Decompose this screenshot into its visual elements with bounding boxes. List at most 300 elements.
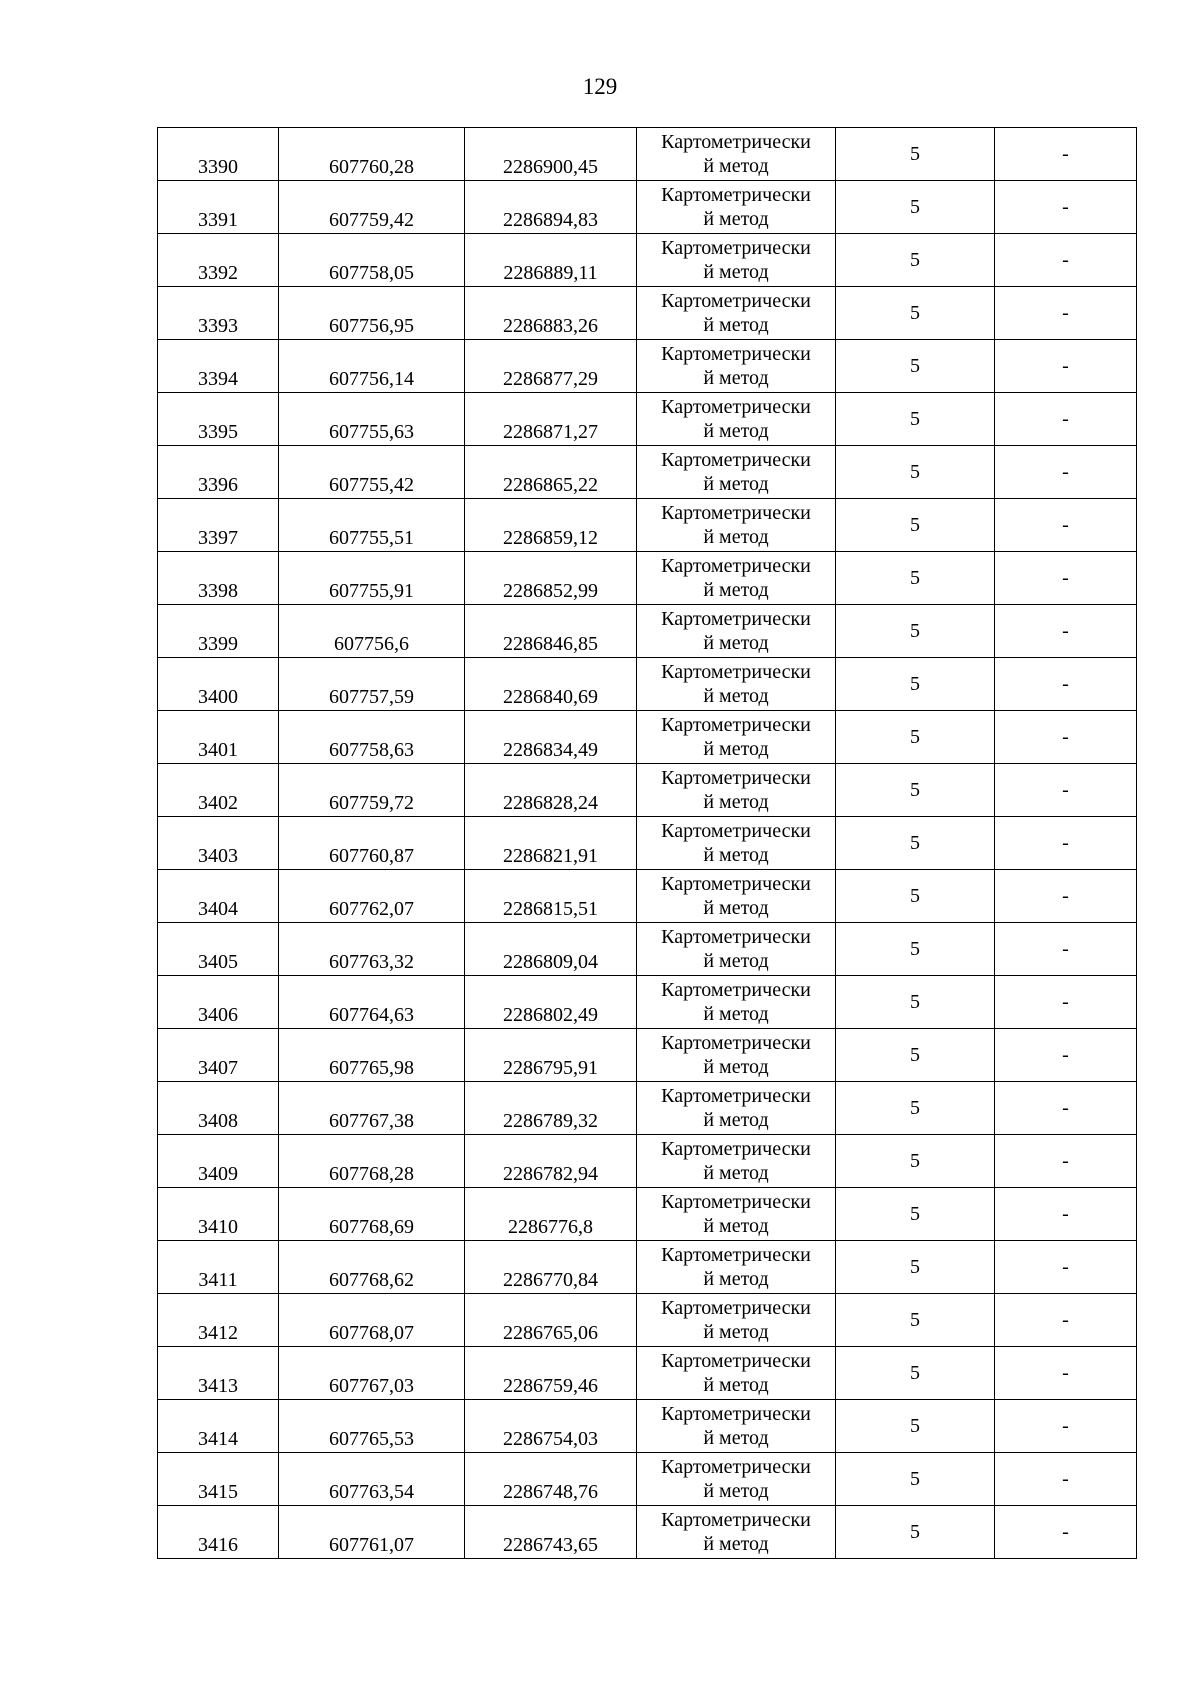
accuracy-cell <box>836 181 995 234</box>
x-coordinate-cell <box>279 1241 465 1294</box>
method-line-1: Картометрически <box>661 767 811 789</box>
method-line-1: Картометрически <box>661 979 811 1001</box>
accuracy-value: 5 <box>910 1521 920 1543</box>
note-cell <box>995 181 1137 234</box>
table-row <box>158 552 1137 605</box>
accuracy-value: 5 <box>910 1362 920 1384</box>
accuracy-cell <box>836 870 995 923</box>
x-coordinate: 607759,42 <box>329 209 414 231</box>
point-number-cell <box>158 1241 279 1294</box>
method-line-1: Картометрически <box>661 1297 811 1319</box>
note-value: - <box>1062 196 1069 218</box>
method-line-2: й метод <box>703 950 769 972</box>
table-body <box>158 128 1137 1559</box>
method-cell <box>637 1453 836 1506</box>
point-number: 3399 <box>198 633 238 655</box>
y-coordinate-cell <box>465 870 637 923</box>
point-number-cell <box>158 1029 279 1082</box>
point-number: 3406 <box>198 1004 238 1026</box>
y-coordinate: 2286834,49 <box>503 739 598 761</box>
point-number-cell <box>158 499 279 552</box>
method-cell <box>637 976 836 1029</box>
accuracy-cell <box>836 1082 995 1135</box>
note-cell <box>995 1506 1137 1559</box>
table-row <box>158 1347 1137 1400</box>
method-line-2: й метод <box>703 685 769 707</box>
method-cell <box>637 340 836 393</box>
point-number-cell <box>158 976 279 1029</box>
note-value: - <box>1062 1309 1069 1331</box>
y-coordinate: 2286789,32 <box>503 1110 598 1132</box>
method-cell <box>637 764 836 817</box>
y-coordinate: 2286770,84 <box>503 1269 598 1291</box>
accuracy-value: 5 <box>910 1309 920 1331</box>
note-cell <box>995 1029 1137 1082</box>
point-number-cell <box>158 128 279 181</box>
table-row <box>158 393 1137 446</box>
note-cell <box>995 658 1137 711</box>
x-coordinate: 607767,38 <box>329 1110 414 1132</box>
method-line-1: Картометрически <box>661 1085 811 1107</box>
method-line-1: Картометрически <box>661 661 811 683</box>
accuracy-cell <box>836 1453 995 1506</box>
method-line-2: й метод <box>703 208 769 230</box>
x-coordinate-cell <box>279 1188 465 1241</box>
accuracy-cell <box>836 446 995 499</box>
x-coordinate: 607763,32 <box>329 951 414 973</box>
y-coordinate: 2286877,29 <box>503 368 598 390</box>
accuracy-cell <box>836 711 995 764</box>
x-coordinate-cell <box>279 181 465 234</box>
y-coordinate: 2286782,94 <box>503 1163 598 1185</box>
y-coordinate: 2286828,24 <box>503 792 598 814</box>
note-cell <box>995 287 1137 340</box>
y-coordinate-cell <box>465 711 637 764</box>
y-coordinate-cell <box>465 817 637 870</box>
table-row <box>158 1029 1137 1082</box>
method-cell <box>637 393 836 446</box>
x-coordinate-cell <box>279 605 465 658</box>
point-number: 3403 <box>198 845 238 867</box>
point-number: 3390 <box>198 156 238 178</box>
y-coordinate-cell <box>465 1188 637 1241</box>
x-coordinate-cell <box>279 870 465 923</box>
method-line-2: й метод <box>703 1056 769 1078</box>
table-row <box>158 1400 1137 1453</box>
method-line-2: й метод <box>703 791 769 813</box>
x-coordinate-cell <box>279 234 465 287</box>
accuracy-cell <box>836 658 995 711</box>
method-line-1: Картометрически <box>661 1244 811 1266</box>
y-coordinate-cell <box>465 1400 637 1453</box>
point-number: 3408 <box>198 1110 238 1132</box>
method-line-1: Картометрически <box>661 502 811 524</box>
accuracy-cell <box>836 1188 995 1241</box>
method-line-1: Картометрически <box>661 1032 811 1054</box>
note-value: - <box>1062 143 1069 165</box>
method-line-1: Картометрически <box>661 1509 811 1531</box>
note-value: - <box>1062 1203 1069 1225</box>
method-line-1: Картометрически <box>661 608 811 630</box>
method-line-1: Картометрически <box>661 926 811 948</box>
method-line-1: Картометрически <box>661 290 811 312</box>
point-number-cell <box>158 923 279 976</box>
y-coordinate-cell <box>465 605 637 658</box>
accuracy-cell <box>836 340 995 393</box>
table-row <box>158 658 1137 711</box>
accuracy-cell <box>836 1400 995 1453</box>
x-coordinate: 607759,72 <box>329 792 414 814</box>
table-row <box>158 128 1137 181</box>
method-line-1: Картометрически <box>661 237 811 259</box>
accuracy-cell <box>836 817 995 870</box>
x-coordinate: 607768,07 <box>329 1322 414 1344</box>
x-coordinate: 607767,03 <box>329 1375 414 1397</box>
table-row <box>158 287 1137 340</box>
y-coordinate-cell <box>465 446 637 499</box>
method-line-2: й метод <box>703 1003 769 1025</box>
accuracy-value: 5 <box>910 302 920 324</box>
y-coordinate-cell <box>465 1029 637 1082</box>
table-row <box>158 1241 1137 1294</box>
point-number: 3413 <box>198 1375 238 1397</box>
note-cell <box>995 446 1137 499</box>
x-coordinate: 607756,14 <box>329 368 414 390</box>
x-coordinate-cell <box>279 499 465 552</box>
accuracy-value: 5 <box>910 1150 920 1172</box>
x-coordinate: 607761,07 <box>329 1534 414 1556</box>
x-coordinate: 607768,69 <box>329 1216 414 1238</box>
y-coordinate: 2286748,76 <box>503 1481 598 1503</box>
x-coordinate: 607768,62 <box>329 1269 414 1291</box>
method-line-1: Картометрически <box>661 1456 811 1478</box>
x-coordinate: 607758,05 <box>329 262 414 284</box>
point-number-cell <box>158 1453 279 1506</box>
y-coordinate-cell <box>465 1294 637 1347</box>
note-value: - <box>1062 1150 1069 1172</box>
x-coordinate-cell <box>279 1029 465 1082</box>
point-number: 3398 <box>198 580 238 602</box>
accuracy-value: 5 <box>910 1097 920 1119</box>
point-number-cell <box>158 446 279 499</box>
accuracy-value: 5 <box>910 779 920 801</box>
y-coordinate: 2286840,69 <box>503 686 598 708</box>
point-number: 3400 <box>198 686 238 708</box>
method-line-2: й метод <box>703 367 769 389</box>
x-coordinate-cell <box>279 764 465 817</box>
y-coordinate-cell <box>465 1082 637 1135</box>
note-cell <box>995 1188 1137 1241</box>
method-line-2: й метод <box>703 1427 769 1449</box>
point-number: 3391 <box>198 209 238 231</box>
y-coordinate-cell <box>465 1135 637 1188</box>
method-line-2: й метод <box>703 526 769 548</box>
method-line-1: Картометрически <box>661 184 811 206</box>
method-line-2: й метод <box>703 155 769 177</box>
note-value: - <box>1062 620 1069 642</box>
table-row <box>158 1188 1137 1241</box>
method-line-2: й метод <box>703 1374 769 1396</box>
accuracy-cell <box>836 128 995 181</box>
table-row <box>158 870 1137 923</box>
point-number: 3397 <box>198 527 238 549</box>
method-cell <box>637 923 836 976</box>
x-coordinate-cell <box>279 393 465 446</box>
accuracy-value: 5 <box>910 514 920 536</box>
method-line-2: й метод <box>703 632 769 654</box>
x-coordinate: 607755,91 <box>329 580 414 602</box>
x-coordinate-cell <box>279 658 465 711</box>
y-coordinate: 2286852,99 <box>503 580 598 602</box>
y-coordinate-cell <box>465 1347 637 1400</box>
note-value: - <box>1062 1415 1069 1437</box>
note-value: - <box>1062 779 1069 801</box>
note-value: - <box>1062 461 1069 483</box>
x-coordinate-cell <box>279 1082 465 1135</box>
table-row <box>158 1453 1137 1506</box>
accuracy-value: 5 <box>910 726 920 748</box>
point-number-cell <box>158 1135 279 1188</box>
point-number-cell <box>158 711 279 764</box>
method-cell <box>637 552 836 605</box>
point-number-cell <box>158 393 279 446</box>
accuracy-value: 5 <box>910 1256 920 1278</box>
note-value: - <box>1062 938 1069 960</box>
x-coordinate-cell <box>279 1506 465 1559</box>
method-cell <box>637 181 836 234</box>
y-coordinate: 2286802,49 <box>503 1004 598 1026</box>
y-coordinate: 2286754,03 <box>503 1428 598 1450</box>
note-value: - <box>1062 1097 1069 1119</box>
x-coordinate-cell <box>279 976 465 1029</box>
point-number-cell <box>158 181 279 234</box>
method-cell <box>637 287 836 340</box>
point-number-cell <box>158 1188 279 1241</box>
y-coordinate-cell <box>465 1241 637 1294</box>
y-coordinate: 2286894,83 <box>503 209 598 231</box>
x-coordinate: 607764,63 <box>329 1004 414 1026</box>
note-value: - <box>1062 567 1069 589</box>
y-coordinate-cell <box>465 658 637 711</box>
point-number: 3395 <box>198 421 238 443</box>
method-cell <box>637 1029 836 1082</box>
point-number: 3409 <box>198 1163 238 1185</box>
y-coordinate: 2286846,85 <box>503 633 598 655</box>
point-number-cell <box>158 1294 279 1347</box>
method-line-2: й метод <box>703 738 769 760</box>
table-row <box>158 1135 1137 1188</box>
table-row <box>158 817 1137 870</box>
y-coordinate: 2286743,65 <box>503 1534 598 1556</box>
accuracy-value: 5 <box>910 1415 920 1437</box>
x-coordinate: 607765,98 <box>329 1057 414 1079</box>
note-value: - <box>1062 408 1069 430</box>
table-row <box>158 976 1137 1029</box>
method-cell <box>637 605 836 658</box>
method-line-1: Картометрически <box>661 1403 811 1425</box>
method-cell <box>637 1400 836 1453</box>
accuracy-cell <box>836 1135 995 1188</box>
x-coordinate-cell <box>279 446 465 499</box>
accuracy-value: 5 <box>910 355 920 377</box>
method-cell <box>637 658 836 711</box>
method-cell <box>637 128 836 181</box>
method-cell <box>637 446 836 499</box>
method-line-2: й метод <box>703 261 769 283</box>
note-value: - <box>1062 1044 1069 1066</box>
x-coordinate-cell <box>279 923 465 976</box>
table-row <box>158 1082 1137 1135</box>
method-cell <box>637 1082 836 1135</box>
accuracy-value: 5 <box>910 620 920 642</box>
note-cell <box>995 1241 1137 1294</box>
note-value: - <box>1062 1256 1069 1278</box>
accuracy-value: 5 <box>910 1468 920 1490</box>
point-number-cell <box>158 552 279 605</box>
accuracy-value: 5 <box>910 196 920 218</box>
note-cell <box>995 234 1137 287</box>
point-number-cell <box>158 605 279 658</box>
note-cell <box>995 1135 1137 1188</box>
accuracy-value: 5 <box>910 885 920 907</box>
x-coordinate-cell <box>279 128 465 181</box>
point-number: 3401 <box>198 739 238 761</box>
method-line-1: Картометрически <box>661 873 811 895</box>
method-cell <box>637 1294 836 1347</box>
note-cell <box>995 1347 1137 1400</box>
note-value: - <box>1062 302 1069 324</box>
x-coordinate: 607755,51 <box>329 527 414 549</box>
y-coordinate-cell <box>465 499 637 552</box>
method-cell <box>637 499 836 552</box>
accuracy-value: 5 <box>910 938 920 960</box>
point-number: 3396 <box>198 474 238 496</box>
accuracy-cell <box>836 1241 995 1294</box>
point-number: 3394 <box>198 368 238 390</box>
method-line-2: й метод <box>703 1480 769 1502</box>
method-line-2: й метод <box>703 844 769 866</box>
accuracy-value: 5 <box>910 991 920 1013</box>
method-line-2: й метод <box>703 1268 769 1290</box>
y-coordinate-cell <box>465 393 637 446</box>
accuracy-cell <box>836 393 995 446</box>
coordinates-table <box>157 127 1137 1559</box>
x-coordinate: 607756,95 <box>329 315 414 337</box>
y-coordinate: 2286765,06 <box>503 1322 598 1344</box>
method-line-1: Картометрически <box>661 714 811 736</box>
method-line-1: Картометрически <box>661 1191 811 1213</box>
method-line-1: Картометрически <box>661 396 811 418</box>
note-cell <box>995 605 1137 658</box>
point-number-cell <box>158 817 279 870</box>
note-cell <box>995 817 1137 870</box>
accuracy-cell <box>836 1294 995 1347</box>
y-coordinate: 2286815,51 <box>503 898 598 920</box>
note-value: - <box>1062 832 1069 854</box>
method-line-1: Картометрически <box>661 343 811 365</box>
point-number-cell <box>158 658 279 711</box>
point-number: 3407 <box>198 1057 238 1079</box>
point-number-cell <box>158 1506 279 1559</box>
x-coordinate: 607765,53 <box>329 1428 414 1450</box>
accuracy-value: 5 <box>910 1044 920 1066</box>
point-number: 3405 <box>198 951 238 973</box>
method-cell <box>637 1135 836 1188</box>
note-cell <box>995 499 1137 552</box>
method-cell <box>637 234 836 287</box>
accuracy-cell <box>836 1029 995 1082</box>
method-line-2: й метод <box>703 1215 769 1237</box>
note-value: - <box>1062 514 1069 536</box>
point-number: 3392 <box>198 262 238 284</box>
y-coordinate-cell <box>465 552 637 605</box>
method-line-1: Картометрически <box>661 131 811 153</box>
note-cell <box>995 552 1137 605</box>
point-number: 3412 <box>198 1322 238 1344</box>
note-value: - <box>1062 355 1069 377</box>
method-line-2: й метод <box>703 1109 769 1131</box>
x-coordinate-cell <box>279 1347 465 1400</box>
y-coordinate-cell <box>465 287 637 340</box>
method-cell <box>637 1506 836 1559</box>
point-number: 3411 <box>198 1269 238 1291</box>
y-coordinate: 2286821,91 <box>503 845 598 867</box>
method-line-1: Картометрически <box>661 449 811 471</box>
y-coordinate: 2286900,45 <box>503 156 598 178</box>
x-coordinate-cell <box>279 340 465 393</box>
note-cell <box>995 764 1137 817</box>
note-cell <box>995 870 1137 923</box>
note-cell <box>995 1400 1137 1453</box>
method-cell <box>637 817 836 870</box>
y-coordinate-cell <box>465 923 637 976</box>
x-coordinate: 607757,59 <box>329 686 414 708</box>
note-value: - <box>1062 726 1069 748</box>
accuracy-value: 5 <box>910 832 920 854</box>
accuracy-cell <box>836 764 995 817</box>
note-cell <box>995 976 1137 1029</box>
method-line-2: й метод <box>703 314 769 336</box>
method-line-2: й метод <box>703 1162 769 1184</box>
accuracy-value: 5 <box>910 567 920 589</box>
point-number: 3410 <box>198 1216 238 1238</box>
point-number: 3393 <box>198 315 238 337</box>
y-coordinate: 2286865,22 <box>503 474 598 496</box>
table-row <box>158 499 1137 552</box>
table-row <box>158 181 1137 234</box>
y-coordinate: 2286889,11 <box>503 262 598 284</box>
y-coordinate: 2286759,46 <box>503 1375 598 1397</box>
table-row <box>158 711 1137 764</box>
note-cell <box>995 393 1137 446</box>
accuracy-cell <box>836 234 995 287</box>
note-cell <box>995 128 1137 181</box>
note-value: - <box>1062 673 1069 695</box>
accuracy-cell <box>836 287 995 340</box>
note-value: - <box>1062 249 1069 271</box>
x-coordinate-cell <box>279 1453 465 1506</box>
x-coordinate: 607755,42 <box>329 474 414 496</box>
y-coordinate: 2286859,12 <box>503 527 598 549</box>
point-number: 3414 <box>198 1428 238 1450</box>
point-number: 3404 <box>198 898 238 920</box>
point-number: 3402 <box>198 792 238 814</box>
note-cell <box>995 340 1137 393</box>
table-row <box>158 764 1137 817</box>
x-coordinate-cell <box>279 552 465 605</box>
x-coordinate: 607760,87 <box>329 845 414 867</box>
x-coordinate-cell <box>279 711 465 764</box>
